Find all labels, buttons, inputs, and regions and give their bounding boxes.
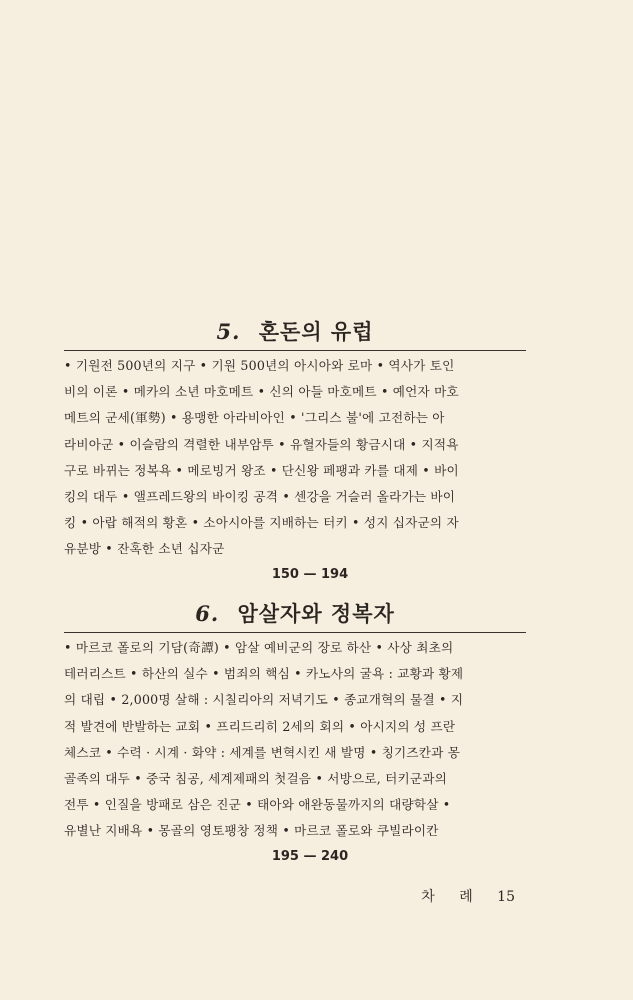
summary-line: 메트의 군세(軍勢) • 용맹한 아라비아인 • '그리스 불'에 고전하는 아 <box>64 410 445 426</box>
summary-line: 킹 • 아랍 해적의 황혼 • 소아시아를 지배하는 터키 • 성지 십자군의 자 <box>64 515 459 531</box>
summary-line: • 기원전 500년의 지구 • 기원 500년의 아시아와 로마 • 역사가 토인 <box>64 358 455 373</box>
summary-line: • 마르코 폴로의 기담(奇譚) • 암살 예비군의 장로 하산 • 사상 최초의 <box>64 640 454 655</box>
page-number: 15 <box>497 889 515 905</box>
chapter-title-text: 암살자와 정복자 <box>237 601 395 626</box>
chapter-summary <box>64 353 526 563</box>
page-footer <box>421 886 515 906</box>
summary-line: 테러리스트 • 하산의 실수 • 범죄의 핵심 • 카노사의 굴욕 : 교황과 황제 <box>64 666 464 682</box>
page-range: 195 — 240 <box>271 848 349 864</box>
chapter-6 <box>64 598 526 864</box>
summary-line: 전투 • 인질을 방패로 삼은 진군 • 태아와 애완동물까지의 대량학살 • <box>64 797 451 813</box>
chapter-title-text: 혼돈의 유럽 <box>258 319 374 344</box>
summary-line: 킹의 대두 • 앨프레드왕의 바이킹 공격 • 센강을 거슬러 올라가는 바이 <box>64 489 456 505</box>
summary-line: 비의 이론 • 메카의 소년 마호메트 • 신의 아들 마호메트 • 예언자 마호 <box>64 384 459 400</box>
page-range: 150 — 194 <box>271 566 349 582</box>
summary-line: 구로 바뀌는 정복욕 • 메로빙거 왕조 • 단신왕 페팽과 카를 대제 • 바이 <box>64 462 459 478</box>
chapter-number: 5. <box>216 319 241 344</box>
chapter-5 <box>64 316 526 582</box>
summary-line: 라비아군 • 이슬람의 격렬한 내부암투 • 유혈자들의 황금시대 • 지적욕 <box>64 436 459 452</box>
footer-label: 차 례 <box>421 889 483 905</box>
summary-line: 체스코 • 수력 · 시계 · 화약 : 세계를 변혁시킨 새 발명 • 칭기즈칸과 몽 <box>64 744 461 760</box>
summary-line: 유별난 지배욕 • 몽골의 영토팽창 정책 • 마르코 폴로와 쿠빌라이칸 <box>64 823 439 839</box>
chapter-summary <box>64 635 526 845</box>
chapter-title <box>64 316 526 351</box>
chapter-number: 6. <box>195 601 220 626</box>
chapter-title <box>64 598 526 633</box>
summary-line: 적 발견에 반발하는 교회 • 프리드리히 2세의 회의 • 아시지의 성 프란 <box>64 718 456 734</box>
summary-line: 유분방 • 잔혹한 소년 십자군 <box>64 541 225 557</box>
summary-line: 의 대립 • 2,000명 살해 : 시칠리아의 저녁기도 • 종교개혁의 물결 • 지 <box>64 692 464 708</box>
summary-line: 골족의 대두 • 중국 침공, 세계제패의 첫걸음 • 서방으로, 터키군과의 <box>64 771 447 787</box>
